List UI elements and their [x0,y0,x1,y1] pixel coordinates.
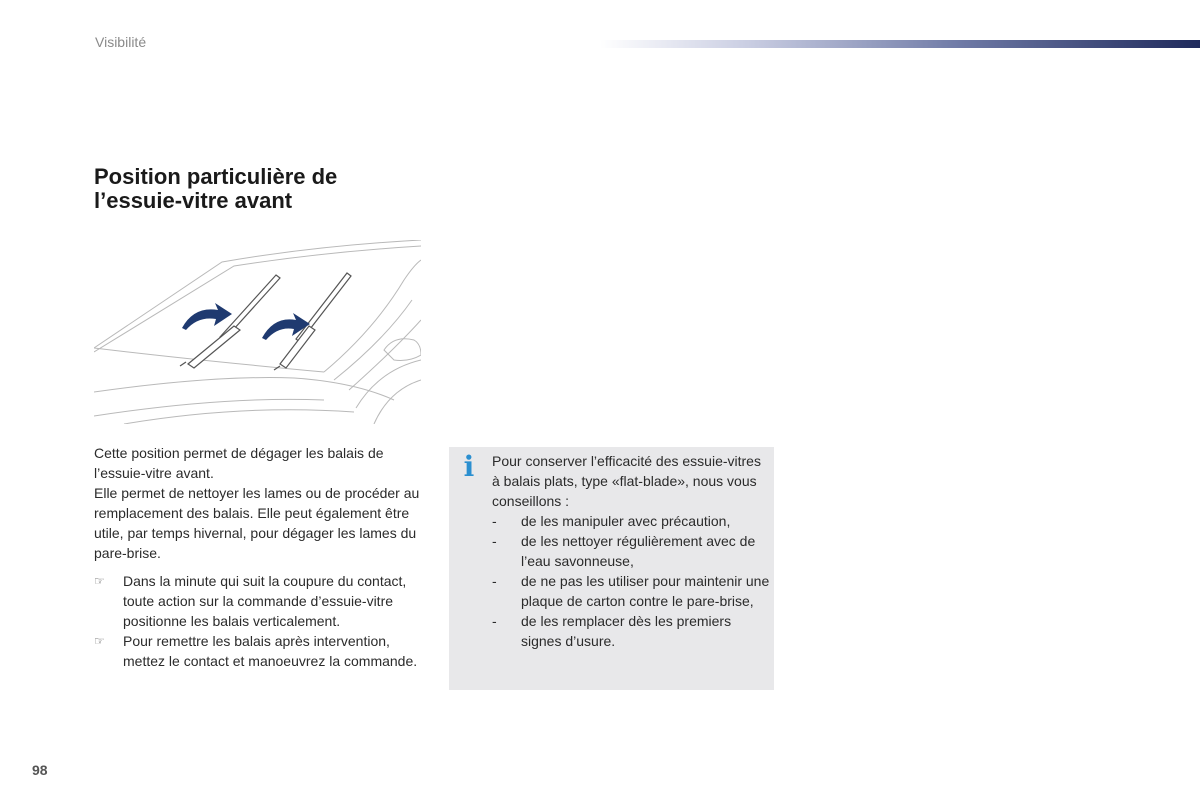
dash-marker: - [492,513,497,529]
bullet-item [94,571,424,631]
advice-text: de les nettoyer régulièrement avec de l’eau savonneuse, [521,533,756,569]
bullet-item [94,631,424,671]
body-paragraph: Cette position permet de dégager les balais de l’essuie-vitre avant. [94,445,384,481]
info-text [492,451,770,651]
wiper-illustration [94,240,421,424]
dash-marker: - [492,613,497,629]
advice-item [492,611,770,651]
advice-text: de les manipuler avec précaution, [521,513,731,529]
body-paragraph: Elle permet de nettoyer les lames ou de procéder au remplacement des balais. Elle peut également être utile, par temps hivernal, pour dégager les lames du pare-brise. [94,485,420,561]
dash-marker: - [492,533,497,549]
section-label: Visibilité [95,34,147,50]
title-line-1: Position particulière de [94,164,338,189]
info-icon: i [463,450,475,483]
advice-text: de ne pas les utiliser pour maintenir une plaque de carton contre le pare-brise, [521,573,770,609]
info-box [449,447,774,690]
advice-item [492,531,770,571]
page-title [94,165,434,213]
pointing-hand-icon: ☞ [94,634,105,648]
advice-item [492,571,770,611]
header-gradient-bar [600,40,1200,48]
page-number: 98 [32,762,48,778]
info-intro: Pour conserver l’efficacité des essuie-vitres à balais plats, type «flat-blade», nous vous conseillons : [492,453,761,509]
rotate-arrow-left [182,303,232,330]
dash-marker: - [492,573,497,589]
advice-list [492,511,770,651]
bullet-text: Pour remettre les balais après intervention, mettez le contact et manoeuvrez la commande. [123,633,418,669]
title-line-2: l’essuie-vitre avant [94,188,293,213]
body-text [94,443,424,671]
advice-text: de les remplacer dès les premiers signes d’usure. [521,613,732,649]
pointing-hand-icon: ☞ [94,574,105,588]
advice-item [492,511,770,531]
bullet-list [94,571,424,671]
bullet-text: Dans la minute qui suit la coupure du contact, toute action sur la commande d’essuie-vitre positionne les balais verticalement. [123,573,407,629]
